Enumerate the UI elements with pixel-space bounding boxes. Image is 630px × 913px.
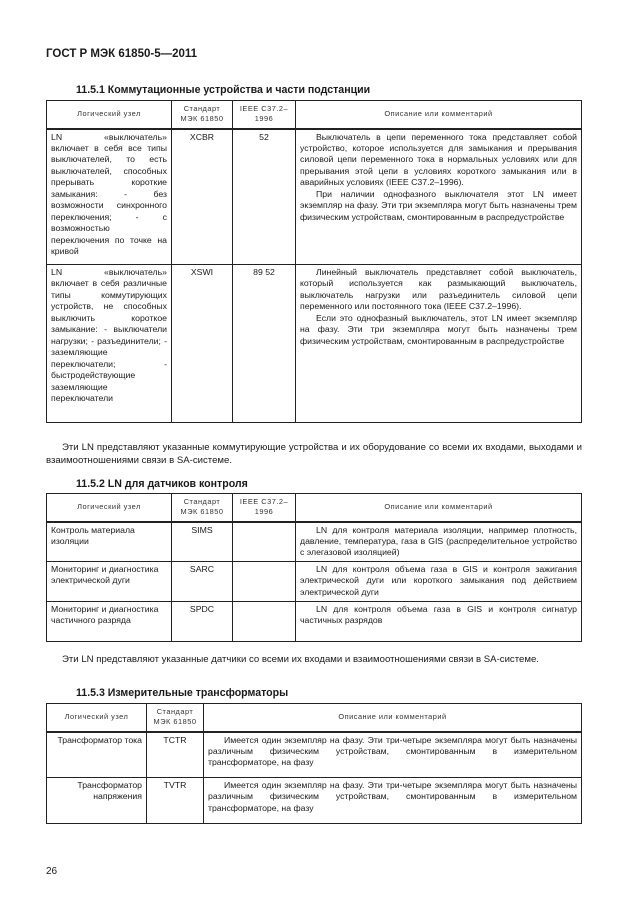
node-cell: Контроль материала изоляции	[47, 522, 172, 562]
description-cell: Имеется один экземпляр на фазу. Эти три-четыре экземпляра могут быть назначены различным физическим устройствам, смонтированным в измерительном трансформаторе, на фазу	[204, 778, 582, 824]
col-header-node: Логический узел	[47, 101, 172, 129]
description-cell	[296, 129, 582, 265]
description-cell	[296, 265, 582, 423]
col-header-description: Описание или комментарий	[204, 704, 582, 732]
standard-cell: XCBR	[172, 129, 233, 265]
ieee-cell	[233, 522, 296, 562]
paragraph-sensors-note: Эти LN представляют указанные датчики со всеми их входами и взаимоотношениями связи в SA-системе.	[62, 654, 539, 665]
description-paragraph: Если это однофазный выключатель, этот LN имеет экземпляр на фазу. Эти три экземпляра могут быть назначены трем физическим устройствам, смонтированным в распредустройстве	[300, 312, 577, 346]
transformers-table	[46, 703, 582, 824]
ieee-cell: 89 52	[233, 265, 296, 423]
ieee-cell	[233, 561, 296, 601]
description-cell: LN для контроля материала изоляции, например плотность, давление, температура, газа в GIS (распределительное устройство с элегазовой изоляцией)	[296, 522, 582, 562]
description-cell: LN для контроля объема газа в GIS и контроля сигнатур частичных разрядов	[296, 601, 582, 641]
page-number: 26	[46, 866, 58, 877]
description-cell: LN для контроля объема газа в GIS и контроля зажигания электрической дуги или короткого замыкания под действием электрической дуги	[296, 561, 582, 601]
col-header-description: Описание или комментарий	[296, 101, 582, 129]
node-cell: Трансформатор напряжения	[47, 778, 147, 824]
node-cell: Мониторинг и диагностика электрической дуги	[47, 561, 172, 601]
switchgear-table	[46, 100, 582, 423]
standard-cell: SPDC	[172, 601, 233, 641]
table-row	[47, 522, 582, 562]
col-header-standard: Стандарт МЭК 61850	[147, 704, 204, 732]
paragraph-switchgear-note: Эти LN представляют указанные коммутирующие устройства и их оборудование со всеми их входами, выходами и взаимоотношениями связи в SA-системе.	[46, 442, 582, 467]
table-row	[47, 265, 582, 423]
table-row	[47, 732, 582, 778]
col-header-ieee: IEEE C37.2–1996	[233, 494, 296, 522]
section-title-sensors: 11.5.2 LN для датчиков контроля	[76, 478, 248, 490]
table-row	[47, 601, 582, 641]
description-paragraph: Выключатель в цепи переменного тока представляет собой устройство, которое используется для замыкания и прерывания силовой цепи переменного тока в нормальных условиях или для прерывания этой цепи в условиях короткого замыкания или в аварийных условиях (IEEE C37.2–1996).	[300, 131, 577, 188]
document-header: ГОСТ Р МЭК 61850-5—2011	[46, 48, 198, 60]
standard-cell: SIMS	[172, 522, 233, 562]
section-title-switchgear: 11.5.1 Коммутационные устройства и части подстанции	[76, 84, 371, 96]
description-cell: Имеется один экземпляр на фазу. Эти три-четыре экземпляра могут быть назначены различным физическим устройствам, смонтированным в измерительном трансформаторе, на фазу	[204, 732, 582, 778]
col-header-node: Логический узел	[47, 704, 147, 732]
ieee-cell	[233, 601, 296, 641]
sensors-table	[46, 493, 582, 642]
standard-cell: TVTR	[147, 778, 204, 824]
description-paragraph: Линейный выключатель представляет собой выключатель, который используется как размыкающий выключатель, выключатель нагрузки или разъединитель силовой цепи переменного или постоянного тока (IEEE C37.2–1996).	[300, 267, 577, 312]
description-paragraph: При наличии однофазного выключателя этот LN имеет экземпляр на фазу. Эти три экземпляра могут быть назначены трем физическим устройствам, смонтированным в распредустройстве	[300, 188, 577, 222]
node-cell: Мониторинг и диагностика частичного разряда	[47, 601, 172, 641]
section-title-instrument-transformers: 11.5.3 Измерительные трансформаторы	[76, 687, 289, 699]
col-header-standard: Стандарт МЭК 61850	[172, 101, 233, 129]
node-cell: LN «выключатель» включает в себя все типы выключателей, то есть выключателей, способных прерывать короткие замыкания: - без возможности синхронного переключения; - с возможностью переключения по точке на кривой	[47, 129, 172, 265]
table-row	[47, 778, 582, 824]
standard-cell: TCTR	[147, 732, 204, 778]
node-cell: LN «выключатель» включает в себя различные типы коммутирующих устройств, не способных выключить короткое замыкание: - выключатели нагрузки; - разъединители; - заземляющие переключатели; - быстродействующие заземляющие переключатели	[47, 265, 172, 423]
standard-cell: XSWI	[172, 265, 233, 423]
table-row	[47, 561, 582, 601]
standard-cell: SARC	[172, 561, 233, 601]
col-header-standard: Стандарт МЭК 61850	[172, 494, 233, 522]
table-row	[47, 129, 582, 265]
node-cell: Трансформатор тока	[47, 732, 147, 778]
col-header-node: Логический узел	[47, 494, 172, 522]
col-header-ieee: IEEE C37.2–1996	[233, 101, 296, 129]
ieee-cell: 52	[233, 129, 296, 265]
col-header-description: Описание или комментарий	[296, 494, 582, 522]
